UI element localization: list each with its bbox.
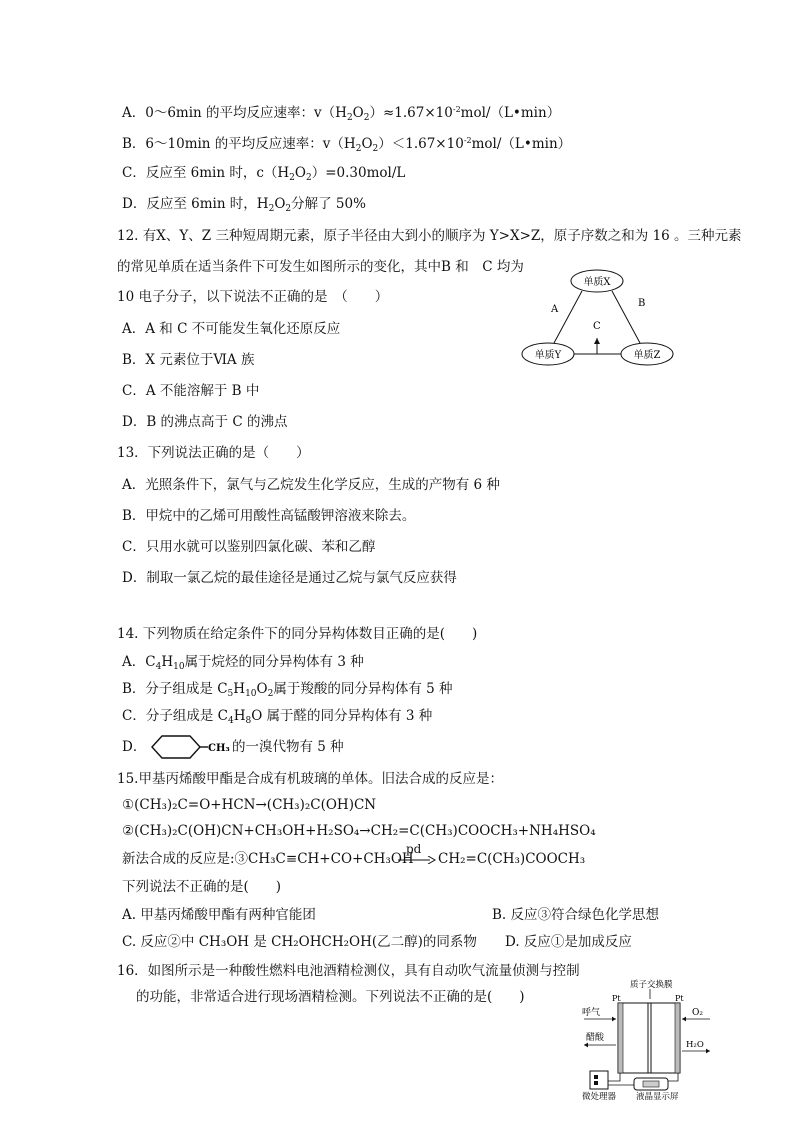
- q16-stem-line2: 的功能，非常适合进行现场酒精检测。下列说法不正确的是( ): [136, 989, 525, 1005]
- q11-option-c: C．反应至 6min 时，$c(H_2O_2)=0.30mol/L$: [122, 165, 406, 183]
- q15-option-a: A. 甲基丙烯酸甲酯有两种官能团: [122, 907, 316, 923]
- q14-option-a: A．$C_4H_{10}$属于烷烃的同分异构体有 3 种: [122, 654, 364, 672]
- methyl-group-label: CH₃: [208, 743, 230, 754]
- q15-reaction-1: ①(CH₃)₂C=O+HCN→(CH₃)₂C(OH)CN: [122, 797, 377, 813]
- q12-option-c: C．A 不能溶解于 B 中: [122, 383, 260, 399]
- q12-node-x-label: 单质X: [583, 277, 611, 288]
- q15-ask: 下列说法不正确的是( ): [122, 879, 282, 895]
- breath-input-label: 呼气: [582, 1008, 601, 1018]
- q13-option-a: A．光照条件下，氯气与乙烷发生化学反应，生成的产物有 6 种: [122, 477, 500, 493]
- q14-option-b: B．分子组成是 $C_5H_{10}O_2$属于羧酸的同分异构体有 5 种: [122, 681, 453, 699]
- catalyst-arrow: [398, 844, 436, 864]
- pt-left-label: Pt: [612, 994, 621, 1003]
- catalyst-label: pd: [406, 842, 422, 856]
- q13-option-c: C．只用水就可以鉴别四氯化碳、苯和乙醇: [122, 539, 376, 555]
- q15-option-d: D. 反应①是加成反应: [505, 934, 632, 950]
- q15-option-b: B. 反应③符合绿色化学思想: [492, 907, 660, 923]
- q12-option-d: D．B 的沸点高于 C 的沸点: [122, 414, 288, 430]
- q14-stem: 14. 下列物质在给定条件下的同分异构体数目正确的是( ): [117, 626, 478, 642]
- q12-node-z-label: 单质Z: [633, 350, 661, 361]
- cell-body: [618, 1003, 680, 1073]
- q12-label-a: A: [551, 304, 559, 315]
- q11-option-a: A．0～6min 的平均反应速率：$v(H_2O_2)\approx 1.67\times 10^{-2}mol/(L•\min)$: [122, 105, 561, 123]
- q12-node-y-label: 单质Y: [534, 350, 562, 361]
- q15-reaction-2: ②(CH₃)₂C(OH)CN+CH₃OH+H₂SO₄→CH₂=C(CH₃)COOCH₃+NH₄HSO₄: [122, 823, 596, 839]
- q15-reaction-3: 新法合成的反应是:③CH₃C≡CH+CO+CH₃OH: [122, 851, 414, 867]
- q16-fuel-cell-diagram: [582, 977, 712, 1101]
- q13-option-b: B．甲烷中的乙烯可用酸性高锰酸钾溶液来除去。: [122, 508, 416, 524]
- water-output-label: H₂O: [686, 1040, 704, 1050]
- q14-option-d: D．: [122, 739, 147, 755]
- microprocessor-box: [590, 1071, 608, 1089]
- q15-option-c: C. 反应②中 CH₃OH 是 CH₂OHCH₂OH(乙二醇)的同系物: [122, 934, 477, 950]
- q14-option-d-text: 的一溴代物有 5 种: [232, 739, 344, 755]
- q16-stem-line1: 16．如图所示是一种酸性燃料电池酒精检测仪，具有自动吹气流量侦测与控制: [117, 963, 580, 979]
- microprocessor-label: 微处理器: [582, 1092, 617, 1101]
- q12-stem-line1: 12. 有X、Y、Z 三种短周期元素，原子半径由大到小的顺序为 Y>X>Z，原子序数之和为 16 。三种元素: [117, 228, 742, 244]
- pt-right-label: Pt: [675, 994, 684, 1003]
- q13-stem: 13．下列说法正确的是（ ）: [117, 445, 310, 461]
- q15-stem: 15.甲基丙烯酸甲酯是合成有机玻璃的单体。旧法合成的反应是：: [117, 771, 503, 787]
- lcd-display-label: 液晶显示屏: [636, 1092, 679, 1101]
- q11-option-b: B．6～10min 的平均反应速率：$v(H_2O_2)<1.67\times 10^{-2}mol/(L•\min)$: [122, 136, 572, 154]
- q12-stem-line3: 10 电子分子，以下说法不正确的是 （ ）: [117, 289, 389, 305]
- right-electrode: [675, 1003, 680, 1073]
- membrane-label: 质子交换膜: [630, 980, 673, 990]
- q12-stem-line2: 的常见单质在适当条件下可发生如图所示的变化，其中B 和 C 均为: [117, 259, 524, 275]
- oxygen-input-label: O₂: [692, 1008, 703, 1018]
- q12-label-b: B: [638, 298, 646, 309]
- q12-edge-b: [612, 291, 640, 343]
- q12-edge-a: [554, 291, 582, 343]
- q14-option-c: C．分子组成是 $C_4H_8O$ 属于醛的同分异构体有 3 种: [122, 708, 433, 726]
- left-electrode: [618, 1003, 623, 1073]
- q12-label-c: C: [593, 321, 601, 332]
- q13-option-d: D．制取一氯乙烷的最佳途径是通过乙烷与氯气反应获得: [122, 570, 457, 586]
- q12-option-b: B．X 元素位于ⅥA 族: [122, 352, 255, 368]
- q12-option-a: A．A 和 C 不可能发生氧化还原反应: [122, 321, 341, 337]
- cyclohexane-structure-icon: [150, 734, 230, 760]
- acetic-acid-output-label: 醋酸: [586, 1033, 605, 1043]
- q11-option-d: D．反应至 6min 时，$H_2O_2$分解了 50%: [122, 196, 366, 214]
- q15-reaction-3-product: CH₂=C(CH₃)COOCH₃: [438, 851, 586, 867]
- q12-diagram: [520, 266, 680, 368]
